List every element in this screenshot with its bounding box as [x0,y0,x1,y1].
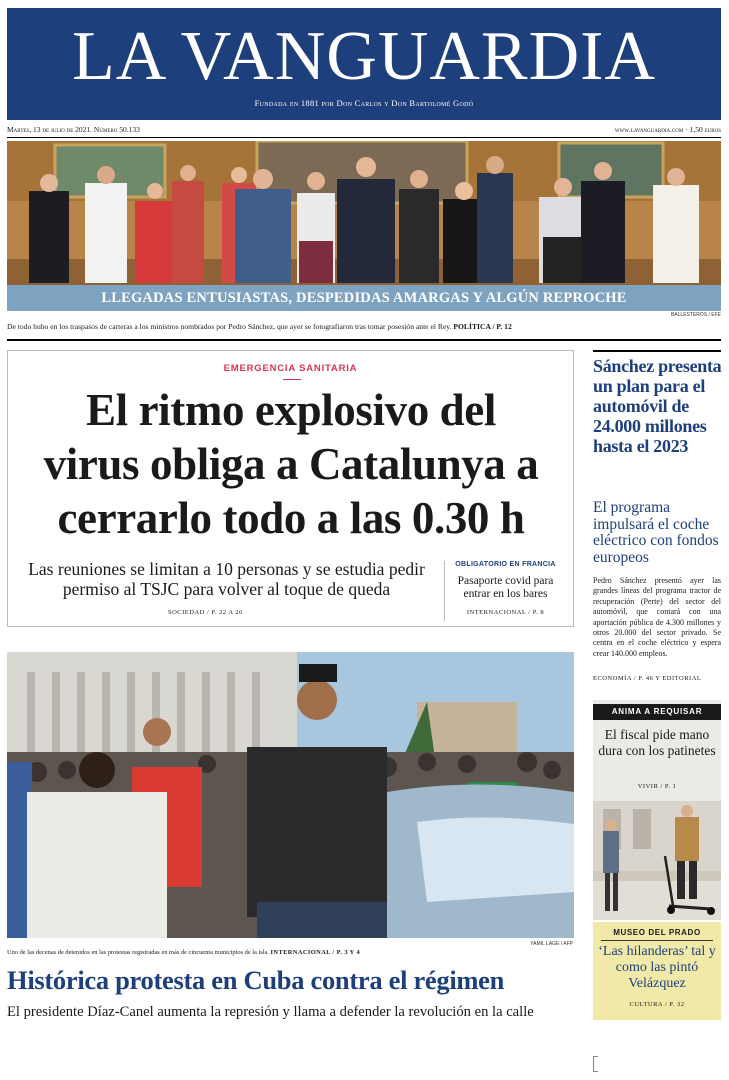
lead-kicker: EMERGENCIA SANITARIA [223,363,358,374]
divider [7,339,721,341]
sidebar-text[interactable]: Pasaporte covid para entrar en los bares [457,575,554,600]
cuba-protest-photo [7,652,574,938]
france-sidebar [444,561,566,621]
issue-date: Martes, 13 de julio de 2021. Número 50.133 [7,125,140,134]
headline-line: virus obliga a Catalunya a [43,439,539,489]
masthead [7,8,721,120]
top-caption [7,321,721,332]
prado-kicker: MUSEO DEL PRADO [613,928,701,937]
bracket-mark [593,1056,598,1072]
top-photo-credit: BALLESTEROS / EFE [670,312,721,318]
kicker-rule [283,379,301,380]
sidebar-page-ref[interactable]: INTERNACIONAL / P. 8 [466,609,545,616]
sidebar-kicker: OBLIGATORIO EN FRANCIA [455,561,556,568]
cuba-photo-credit: YAMIL LAGE / AFP [530,941,573,947]
lead-deck: Las reuniones se limitan a 10 personas y se estudia pedir permiso al TSJC para volver al toque de queda [28,559,425,599]
scooter-kicker: ANIMA A REQUISAR [593,704,721,720]
cuba-caption-ref[interactable]: INTERNACIONAL / P. 3 Y 4 [270,949,361,956]
prado-text[interactable]: ‘Las hilanderas’ tal y como las pintó Velázquez [598,944,716,991]
top-caption-ref[interactable]: POLÍTICA / P. 12 [453,322,512,331]
website-price: www.lavanguardia.com · 1,50 euros [614,125,721,134]
dateline [7,124,721,138]
newspaper-title: LA VANGUARDIA [71,18,657,95]
cuba-deck: El presidente Díaz-Canel aumenta la represión y llama a defender la revolución en la calle [7,1004,534,1020]
divider [601,940,713,941]
lead-headline[interactable] [16,383,566,545]
sanchez-page-ref[interactable]: ECONOMÍA / P. 46 Y EDITORIAL [593,675,702,682]
scooter-photo [593,801,721,920]
scooter-page-ref[interactable]: VIVIR / P. 1 [637,783,677,790]
sanchez-body: Pedro Sánchez presentó ayer las grandes líneas del programa tractor de recuperación (Perte) del sector del automóvil, que contará con una aportación pública de 4.300 millones y otros 20.000 del sector privado. Se centra en el coche eléctrico y espera crear 140.000 empleos. [593,576,721,658]
ministers-photo [7,141,721,285]
divider [593,350,721,352]
masthead-subtitle: Fundada en 1881 por Don Carlos y Don Bartolomé Godó [254,98,474,108]
scooter-text[interactable]: El fiscal pide mano dura con los patinetes [598,727,716,758]
prado-page-ref[interactable]: CULTURA / P. 32 [629,1001,685,1008]
top-caption-text: De todo hubo en los traspasos de carteras a los ministros nombrados por Pedro Sánchez, que ayer se fotografiaron tras tomar posesión ante el Rey. [7,322,452,331]
cuba-caption [7,948,574,958]
prado-box [593,922,721,1020]
cuba-headline[interactable]: Histórica protesta en Cuba contra el régimen [7,965,505,995]
cuba-caption-text: Uno de las decenas de detenidos en las protestas registradas en más de cincuenta municipios de la isla. [7,949,269,956]
lead-story [7,350,574,627]
headline-line: El ritmo explosivo del [86,385,496,435]
scooter-box [593,700,721,801]
sanchez-headline[interactable]: Sánchez presenta un plan para el automóvil de 24.000 millones hasta el 2023 [593,356,722,456]
lead-page-ref[interactable]: SOCIEDAD / P. 22 A 26 [168,609,243,616]
headline-line: cerrarlo todo a las 0.30 h [57,493,525,543]
sanchez-deck: El programa impulsará el coche eléctrico con fondos europeos [593,499,719,566]
top-banner: LLEGADAS ENTUSIASTAS, DESPEDIDAS AMARGAS Y ALGÚN REPROCHE [7,285,721,311]
